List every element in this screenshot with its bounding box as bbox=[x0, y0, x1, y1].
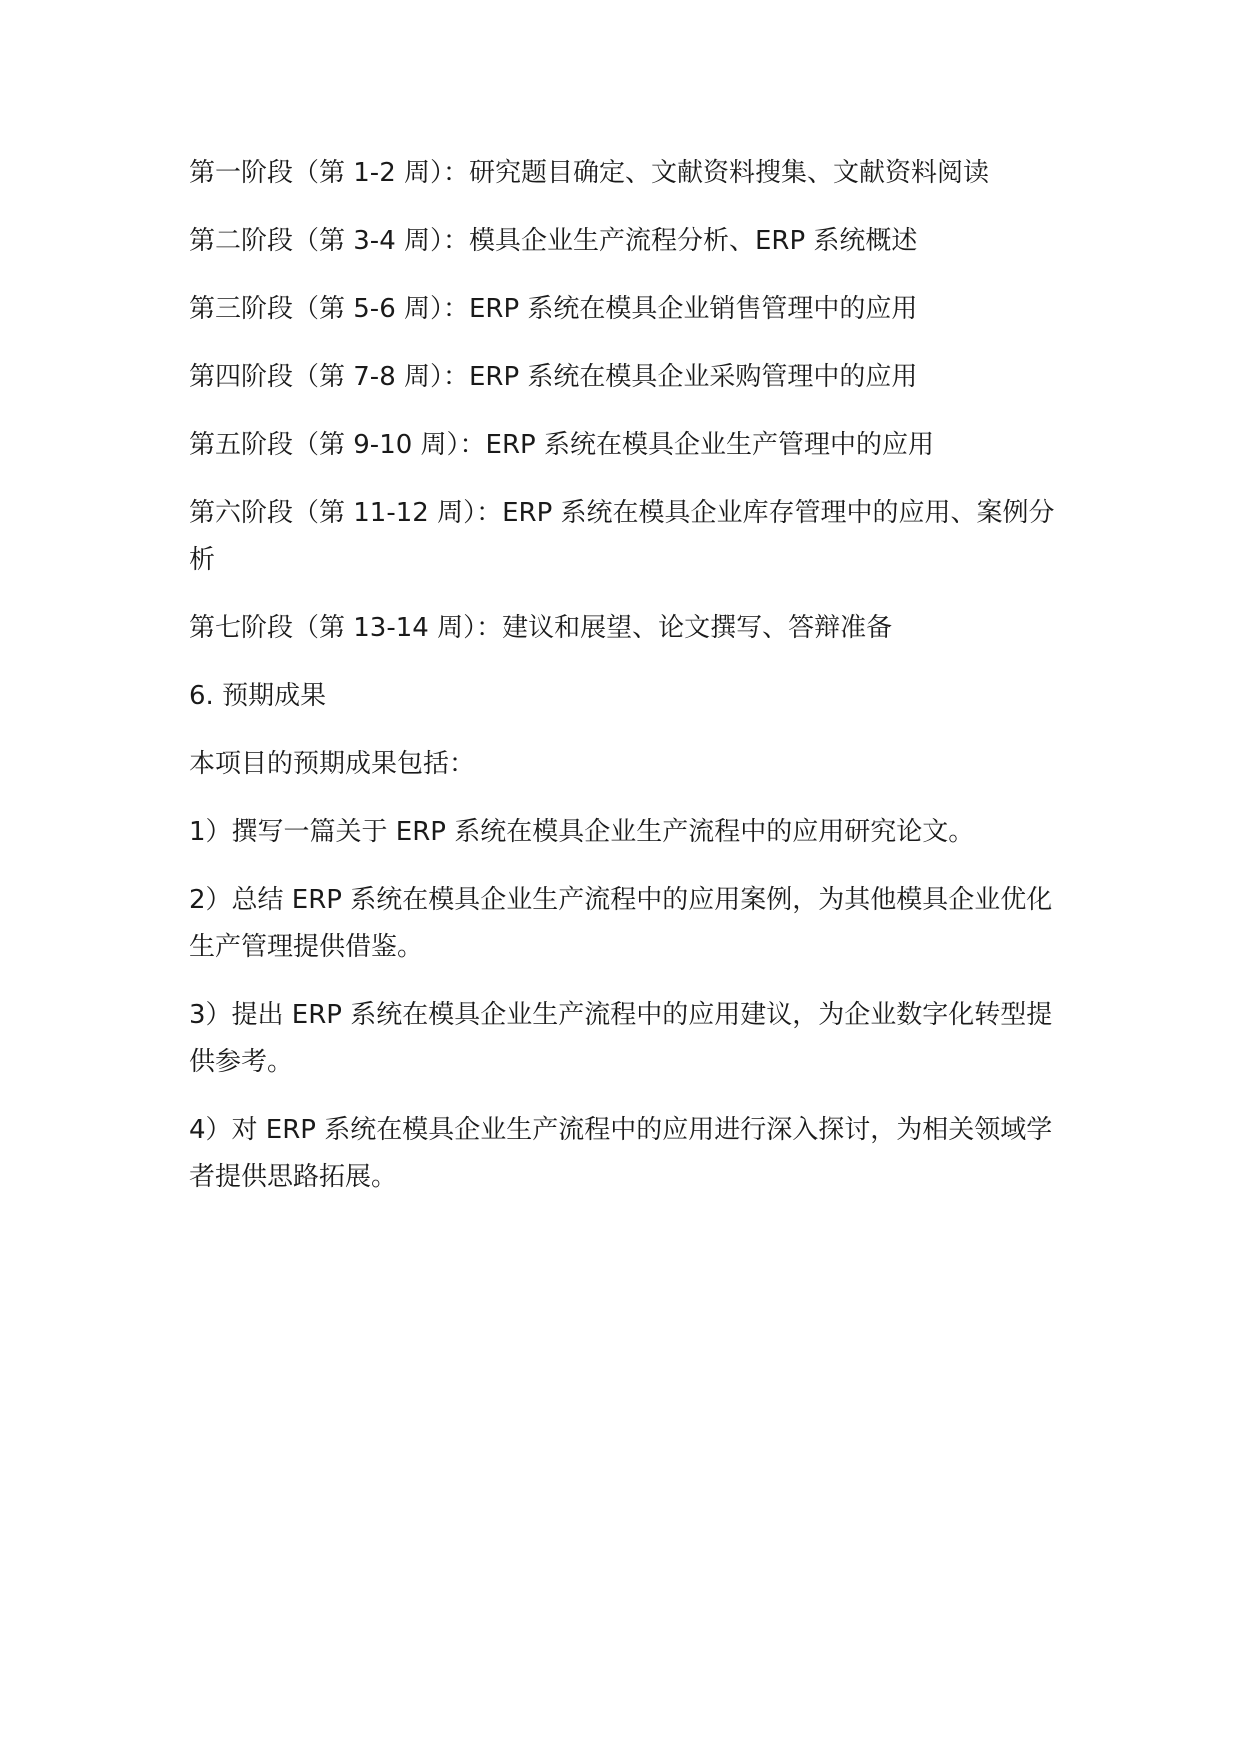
schedule-stage-5: 第五阶段（第 9-10 周）：ERP 系统在模具企业生产管理中的应用 bbox=[189, 430, 934, 460]
outcome-item-3: 3）提出 ERP 系统在模具企业生产流程中的应用建议，为企业数字化转型提供参考。 bbox=[189, 1000, 1053, 1077]
schedule-stage-2: 第二阶段（第 3-4 周）：模具企业生产流程分析、ERP 系统概述 bbox=[189, 226, 918, 256]
schedule-stage-1: 第一阶段（第 1-2 周）：研究题目确定、文献资料搜集、文献资料阅读 bbox=[189, 158, 989, 188]
schedule-stage-6: 第六阶段（第 11-12 周）：ERP 系统在模具企业库存管理中的应用、案例分析 bbox=[189, 498, 1055, 575]
outcome-item-1: 1）撰写一篇关于 ERP 系统在模具企业生产流程中的应用研究论文。 bbox=[189, 817, 975, 847]
outcome-item-2: 2）总结 ERP 系统在模具企业生产流程中的应用案例，为其他模具企业优化生产管理提供借鉴。 bbox=[189, 885, 1053, 962]
section-heading: 6. 预期成果 bbox=[189, 681, 327, 711]
schedule-stage-4: 第四阶段（第 7-8 周）：ERP 系统在模具企业采购管理中的应用 bbox=[189, 362, 918, 392]
schedule-stage-3: 第三阶段（第 5-6 周）：ERP 系统在模具企业销售管理中的应用 bbox=[189, 294, 918, 324]
document-body bbox=[189, 150, 1059, 1222]
outcome-item-4: 4）对 ERP 系统在模具企业生产流程中的应用进行深入探讨，为相关领域学者提供思路拓展。 bbox=[189, 1115, 1053, 1192]
outcomes-intro: 本项目的预期成果包括： bbox=[189, 749, 476, 779]
schedule-stage-7: 第七阶段（第 13-14 周）：建议和展望、论文撰写、答辩准备 bbox=[189, 613, 893, 643]
